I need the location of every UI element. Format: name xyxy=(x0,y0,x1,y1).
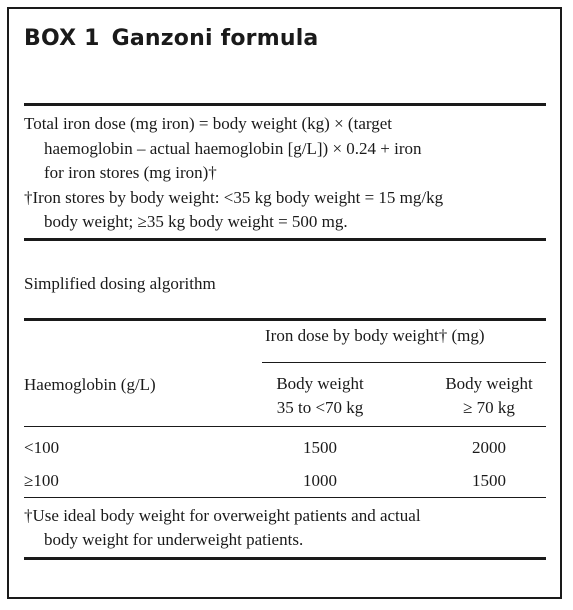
formula-line: haemoglobin – actual haemoglobin [g/L]) × 0.24 + iron xyxy=(44,138,422,158)
column-header-line: 35 to <70 kg xyxy=(276,398,364,417)
table-cell: 1500 xyxy=(303,438,337,457)
table-cell: 1000 xyxy=(303,471,337,490)
footnote-line: body weight for underweight patients. xyxy=(44,530,304,549)
table-row-label: ≥100 xyxy=(24,471,59,490)
footnote-line: †Use ideal body weight for overweight patients and actual xyxy=(24,506,421,525)
title-rule xyxy=(24,103,546,106)
table-column-header xyxy=(429,372,549,420)
formula-line: Total iron dose (mg iron) = body weight (kg) × (target xyxy=(24,114,392,133)
table-header-rule xyxy=(24,426,546,427)
formula-footnote: body weight; ≥35 kg body weight = 500 mg. xyxy=(44,212,348,231)
span-header-rule xyxy=(262,362,546,363)
table-bottom-rule xyxy=(24,497,546,498)
formula-line: for iron stores (mg iron)† xyxy=(44,163,217,182)
formula-rule xyxy=(24,238,546,241)
table-top-rule xyxy=(24,318,546,321)
column-header-line: Body weight xyxy=(445,374,533,393)
box-bottom-rule xyxy=(24,557,546,560)
algorithm-heading: Simplified dosing algorithm xyxy=(24,274,216,293)
box-title xyxy=(24,26,318,51)
table-row-header: Haemoglobin (g/L) xyxy=(24,375,156,394)
algorithm-footnote xyxy=(24,504,547,552)
table-row-label: <100 xyxy=(24,438,60,457)
box-title-text: Ganzoni formula xyxy=(111,26,319,51)
formula-block xyxy=(24,112,547,235)
box-label: BOX 1 xyxy=(24,26,100,51)
formula-footnote: †Iron stores by body weight: <35 kg body weight = 15 mg/kg xyxy=(24,187,444,207)
table-cell: 2000 xyxy=(472,438,506,457)
table-span-header: Iron dose by body weight† (mg) xyxy=(265,326,485,345)
column-header-line: ≥ 70 kg xyxy=(463,398,515,417)
column-header-line: Body weight xyxy=(276,374,364,393)
table-cell: 1500 xyxy=(472,471,506,490)
table-column-header xyxy=(258,372,382,420)
